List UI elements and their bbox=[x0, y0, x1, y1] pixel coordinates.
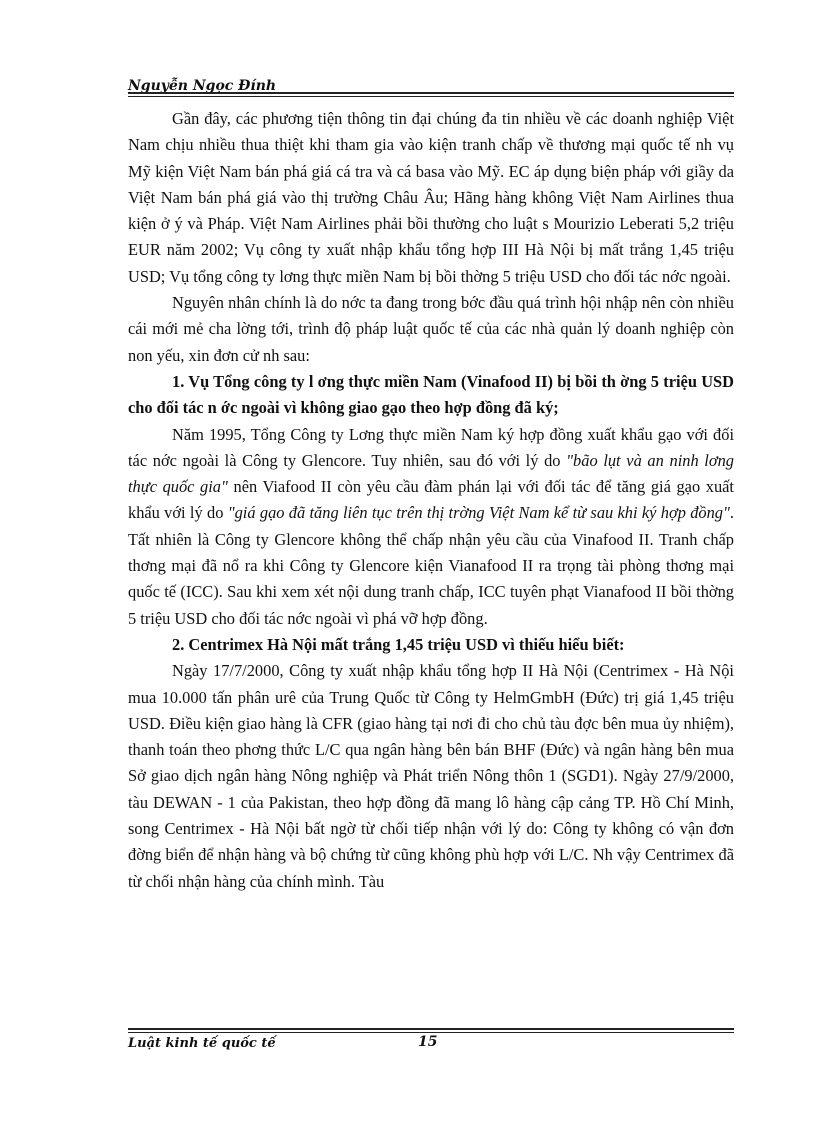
page-number: 15 bbox=[418, 1034, 438, 1050]
header-author: Nguyễn Ngọc Đính bbox=[128, 78, 277, 94]
paragraph-cause: Nguyên nhân chính là do nớc ta đang trong bớc đầu quá trình hội nhập nên còn nhiều cái mới mẻ cha lờng tới, trình độ pháp luật quốc tế của các nhà quản lý doanh nghiệp còn non yếu, xin đơn cử nh sau: bbox=[128, 293, 734, 365]
quote-flood: "bão lụt và an ninh lơng thực quốc gia" bbox=[128, 450, 734, 497]
paragraph-vinafood-text-c: . Tất nhiên là Công ty Glencore không thể chấp nhận yêu cầu của Vinafood II. Tranh chấp thơng mại đã nổ ra khi Công ty Glencore kiện Vianafood II ra trọng tài phòng thơng mại quốc tế (ICC). Sau khi xem xét nội dung tranh chấp, ICC tuyên phạt Vianafood II bồi thờng 5 triệu USD cho đối tác nớc ngoài vì phá vỡ hợp đồng. bbox=[128, 503, 734, 628]
paragraph-centrimex: Ngày 17/7/2000, Công ty xuất nhập khẩu tổng hợp II Hà Nội (Centrimex - Hà Nội mua 10.000 tấn phân urê của Trung Quốc từ Công ty HelmGmbH (Đức) trị giá 1,45 triệu USD. Điều kiện giao hàng là CFR (giao hàng tại nơi đi cho chủ tàu đợc bên mua ủy nhiệm), thanh toán theo phơng thức L/C qua ngân hàng bên bán BHF (Đức) và ngân hàng bên mua Sở giao dịch ngân hàng Nông nghiệp và Phát triển Nông thôn 1 (SGD1). Ngày 27/9/2000, tàu DEWAN - 1 của Pakistan, theo hợp đồng đã mang lô hàng cập cảng TP. Hồ Chí Minh, song Centrimex - Hà Nội bất ngờ từ chối tiếp nhận với lý do: Công ty không có vận đơn đờng biển để nhận hàng và bộ chứng từ cũng không phù hợp với L/C. Nh vậy Centrimex đã từ chối nhận hàng của chính mình. Tàu bbox=[128, 661, 734, 891]
quote-price: "giá gạo đã tăng liên tục trên thị trờng Việt Nam kể từ sau khi ký hợp đồng" bbox=[227, 503, 730, 523]
footer-rule-thin bbox=[128, 1032, 734, 1033]
header-rule bbox=[128, 92, 734, 94]
paragraph-vinafood-text-b: nên Viafood II còn yêu cầu đàm phán lại với đối tác để tăng giá gạo xuất khẩu với lý do bbox=[128, 477, 734, 523]
section-heading-2: 2. Centrimex Hà Nội mất trắng 1,45 triệu USD vì thiếu hiểu biết: bbox=[172, 634, 625, 654]
paragraph-intro: Gần đây, các phương tiện thông tin đại chúng đa tin nhiều về các doanh nghiệp Việt Nam chịu nhiều thua thiệt khi tham gia vào kiện tranh chấp về thương mại quốc tế nh vụ Mỹ kiện Việt Nam bán phá giá cá tra và cá basa vào Mỹ. EC áp dụng biện pháp với giầy da Việt Nam bán phá giá vào thị trường Châu Âu; Hãng hàng không Việt Nam Airlines thua kiện ở ý và Pháp. Việt Nam Airlines phải bồi thường cho luật s Mourizio Leberati 5,2 triệu EUR năm 2002; Vụ công ty xuất nhập khẩu tổng hợp III Hà Nội bị mất trắng 1,45 triệu USD; Vụ tổng công ty lơng thực miền Nam bị bồi thờng 5 triệu USD cho đối tác nớc ngoài. bbox=[128, 109, 734, 286]
section-heading-1: 1. Vụ Tổng công ty l ơng thực miền Nam (Vinafood II) bị bồi th ờng 5 triệu USD cho đối tác n ớc ngoài vì không giao gạo theo hợp đồng đã ký; bbox=[128, 371, 734, 418]
footer-title: Luật kinh tế quốc tế bbox=[128, 1036, 276, 1051]
header-rule-thin bbox=[128, 96, 734, 97]
paragraph-vinafood bbox=[128, 422, 734, 632]
footer-rule bbox=[128, 1028, 734, 1030]
paragraph-vinafood-text-a: Năm 1995, Tổng Công ty Lơng thực miền Nam ký hợp đồng xuất khẩu gạo với đối tác nớc ngoài là Công ty Glencore. Tuy nhiên, sau đó với lý do bbox=[128, 424, 734, 470]
document-body bbox=[128, 106, 734, 895]
